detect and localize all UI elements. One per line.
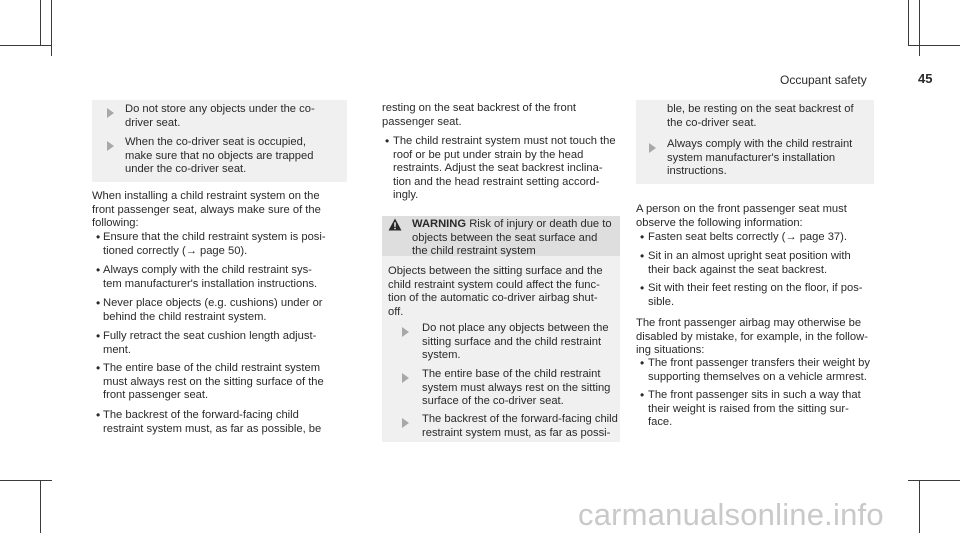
crop-mark <box>908 480 960 481</box>
warning-title: WARNING Risk of injury or death due to objects between the seat surface and the child restraint system <box>412 218 612 258</box>
crop-mark <box>919 0 920 56</box>
bullet-icon: • <box>640 249 645 263</box>
warning-text: Objects between the sitting surface and the child restraint system could affect the func- tion of the automatic co-driver airbag shut- off. <box>388 265 603 318</box>
section-title: Occupant safety <box>780 73 867 87</box>
note-item: When the co-driver seat is occupied, make sure that no objects are trapped under the co-driver seat. <box>125 136 314 176</box>
arrow-icon <box>649 143 656 153</box>
crop-mark <box>919 480 920 533</box>
note-item: Do not store any objects under the co- driver seat. <box>125 103 315 129</box>
intro-paragraph: A person on the front passenger seat must observe the following information: <box>636 203 847 229</box>
arrow-icon <box>402 373 409 383</box>
bullet-icon: • <box>640 230 645 244</box>
crop-mark <box>0 480 52 481</box>
list-item: The backrest of the forward-facing child restraint system must, as far as possible, be <box>103 409 322 435</box>
crop-mark <box>51 0 52 56</box>
crop-mark <box>908 45 960 46</box>
arrow-icon <box>107 141 114 151</box>
list-item: The child restraint system must not touch the roof or be put under strain by the head restraints. Adjust the seat backrest inclina- tion and the head restraint setting accord- ingly. <box>393 135 616 202</box>
bullet-icon: • <box>385 134 390 148</box>
list-item: Never place objects (e.g. cushions) under or behind the child restraint system. <box>103 297 323 323</box>
list-item: The front passenger transfers their weight by supporting themselves on a vehicle armrest. <box>648 357 870 383</box>
note-continued: ble, be resting on the seat backrest of the co-driver seat. <box>667 103 854 129</box>
bullet-icon: • <box>96 296 101 310</box>
bullet-icon: • <box>96 230 101 244</box>
warning-item: The entire base of the child restraint system must always rest on the sitting surface of the co-driver seat. <box>422 368 611 408</box>
crop-mark <box>40 480 41 533</box>
paragraph: The front passenger airbag may otherwise be disabled by mistake, for example, in the follow- ing situations: <box>636 317 868 357</box>
list-item: Fully retract the seat cushion length adjust- ment. <box>103 330 317 356</box>
warning-item: Do not place any objects between the sitting surface and the child restraint system. <box>422 322 609 362</box>
continued-text: resting on the seat backrest of the front passenger seat. <box>382 102 577 128</box>
bullet-icon: • <box>640 281 645 295</box>
arrow-icon <box>107 108 114 118</box>
bullet-icon: • <box>96 263 101 277</box>
list-item: Ensure that the child restraint system is posi- tioned correctly (→ page 50). <box>103 231 326 257</box>
list-item: The entire base of the child restraint system must always rest on the sitting surface of the front passenger seat. <box>103 362 324 402</box>
arrow-icon <box>402 418 409 428</box>
list-item: Always comply with the child restraint sys- tem manufacturer's installation instructions. <box>103 264 318 290</box>
arrow-icon <box>402 327 409 337</box>
warning-label: WARNING <box>412 218 467 230</box>
list-item: Sit with their feet resting on the floor, if pos- sible. <box>648 282 863 308</box>
bullet-icon: • <box>640 388 645 402</box>
intro-paragraph: When installing a child restraint system on the front passenger seat, always make sure of the following: <box>92 190 321 230</box>
list-item: Fasten seat belts correctly (→ page 37). <box>648 231 847 243</box>
list-item: The front passenger sits in such a way that their weight is raised from the sitting sur- face. <box>648 389 861 429</box>
watermark: carmanualsonline.info <box>578 497 884 532</box>
page-number: 45 <box>918 71 933 86</box>
bullet-icon: • <box>96 329 101 343</box>
bullet-icon: • <box>96 408 101 422</box>
note-item: Always comply with the child restraint system manufacturer's installation instructions. <box>667 138 853 178</box>
crop-mark <box>908 0 909 46</box>
bullet-icon: • <box>96 361 101 375</box>
bullet-icon: • <box>640 356 645 370</box>
crop-mark <box>40 0 41 46</box>
warning-item: The backrest of the forward-facing child restraint system must, as far as possi- <box>422 413 618 439</box>
crop-mark <box>0 45 52 46</box>
warning-icon <box>388 218 402 231</box>
list-item: Sit in an almost upright seat position with their back against the seat backrest. <box>648 250 851 276</box>
